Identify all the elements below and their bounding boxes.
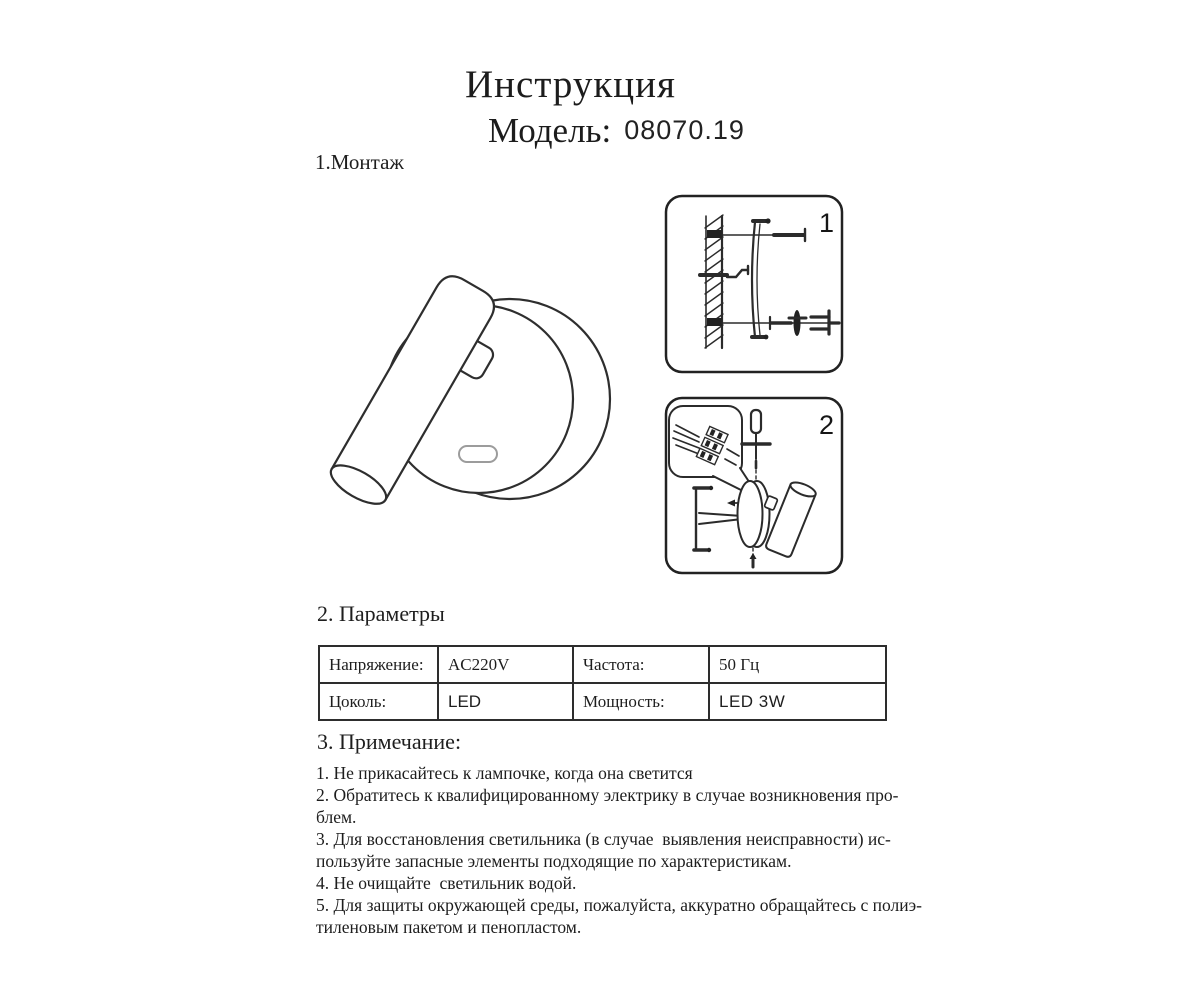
notes-list [316,762,922,938]
param-label: Мощность: [573,683,709,720]
note-line: пользуйте запасные элементы подходящие по характеристикам. [316,851,792,871]
section-heading-montage: 1.Монтаж [315,150,404,174]
note-line: 1. Не прикасайтесь к лампочке, когда она светится [316,763,693,783]
lamp-touch-switch [459,446,497,462]
note-line: 5. Для защиты окружающей среды, пожалуйста, аккуратно обращайтесь с полиэ- [316,895,922,915]
note-line: блем. [316,807,357,827]
model-number: 08070.19 [624,115,745,145]
param-label: Частота: [573,646,709,683]
wall-anchor-top [707,230,722,238]
step1-number: 1 [818,208,834,238]
note-line: 2. Обратитесь к квалифицированному электрику в случае возникновения про- [316,785,899,805]
note-line: 3. Для восстановления светильника (в случае выявления неисправности) ис- [316,829,891,849]
mounting-step2-figure [660,392,850,582]
model-line [488,111,745,151]
note-line: тиленовым пакетом и пенопластом. [316,917,582,937]
page-title: Инструкция [465,63,676,106]
param-label: Напряжение: [319,646,438,683]
note-line: 4. Не очищайте светильник водой. [316,873,577,893]
param-value: 50 Гц [709,646,886,683]
table-row [319,683,886,720]
section-heading-params: 2. Параметры [317,601,445,626]
param-value: LED 3W [709,683,886,720]
param-label: Цоколь: [319,683,438,720]
step2-number: 2 [818,410,834,440]
parameters-table [318,645,887,721]
lamp-drawing [300,240,630,530]
section-heading-notes: 3. Примечание: [317,729,462,754]
param-value: AC220V [438,646,573,683]
param-value: LED [438,683,573,720]
wall-anchor-bottom [707,318,722,326]
model-label: Модель: [488,111,612,150]
table-row [319,646,886,683]
mounting-step1-figure [660,190,850,380]
